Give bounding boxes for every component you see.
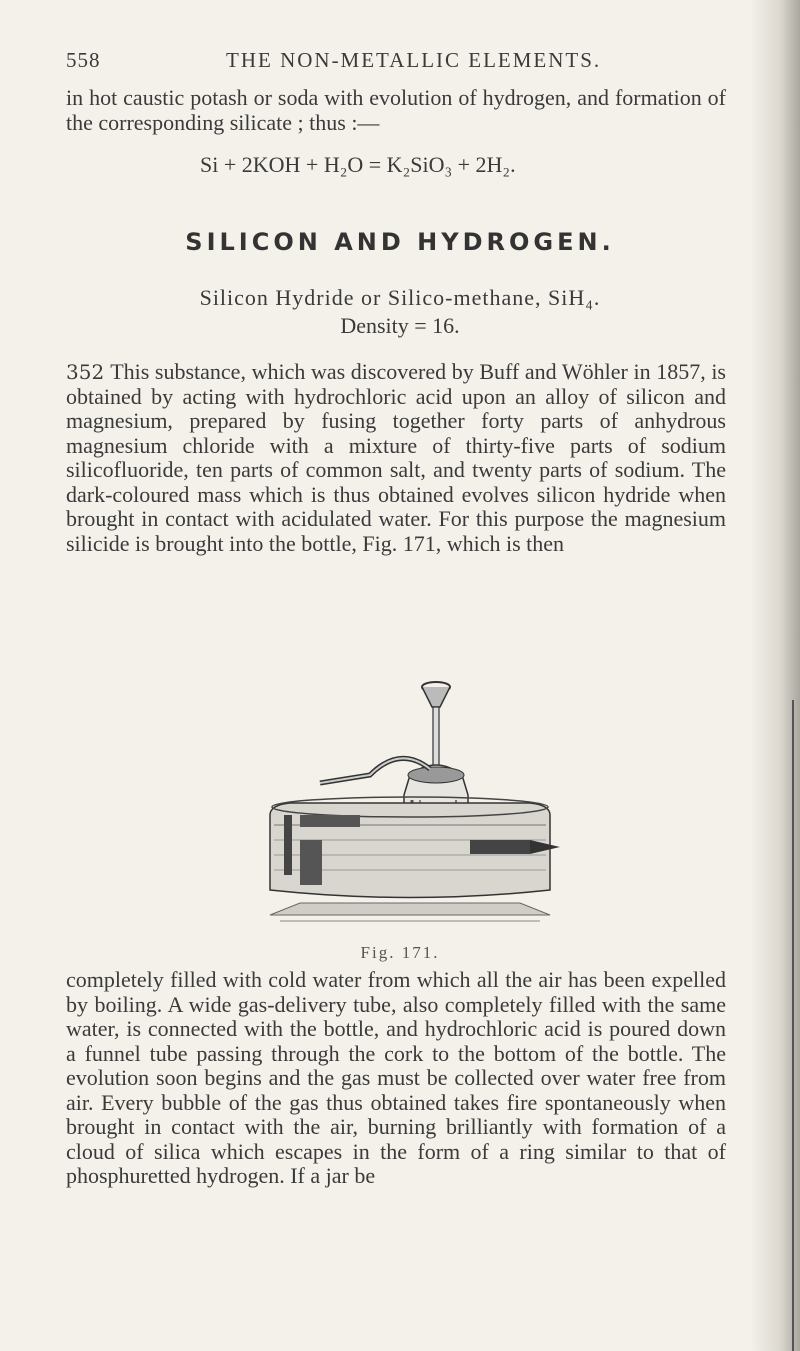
equation: Si + 2KOH + H₂O = K₂SiO₃ + 2H₂.: [200, 152, 516, 177]
intro-paragraph: in hot caustic potash or soda with evolution of hydrogen, and formation of the corresponding silicate ; thus :—: [66, 85, 726, 135]
subheading: Silicon Hydride or Silico-methane, SiH₄.: [199, 285, 601, 310]
paragraph-352-text: This substance, which was discovered by Buff and Wöhler in 1857, is obtained by acting with hydrochloric acid upon an alloy of silicon and magnesium, prepared by fusing together forty parts of anhydrous magnesium chloride with a mixture of thirty-five parts of sodium silicofluoride, ten parts of common salt, and twenty parts of sodium. The dark-coloured mass which is thus obtained evolves silicon hydride when brought in contact with acidulated water. For this purpose the magnesium silicide is brought into the bottle, Fig. 171, which is then: [66, 359, 726, 556]
paragraph-352: [66, 360, 726, 556]
section-title: SILICON AND HYDROGEN.: [185, 228, 615, 256]
base-shelf-icon: [270, 903, 550, 921]
running-title: THE NON-METALLIC ELEMENTS.: [226, 48, 602, 72]
page-number: 558: [66, 48, 101, 72]
density-line: Density = 16.: [340, 313, 460, 338]
page-edge-line: [792, 700, 794, 1351]
running-header: [66, 48, 726, 78]
figure-171-illustration: [260, 665, 560, 935]
paragraph-number: 352: [66, 360, 105, 384]
figure-caption: Fig. 171.: [360, 943, 440, 962]
continuation-paragraph: completely filled with cold water from which all the air has been expelled by boiling. A wide gas-delivery tube, also completely filled with the same water, is connected with the bottle, and hydrochloric acid is poured down a funnel tube passing through the cork to the bottom of the bottle. The evolution soon begins and the gas must be collected over water free from air. Every bubble of the gas thus obtained takes fire spontaneously when brought in contact with the air, burning brilliantly with formation of a cloud of silica which escapes in the form of a ring similar to that of phosphuretted hydrogen. If a jar be: [66, 967, 726, 1188]
